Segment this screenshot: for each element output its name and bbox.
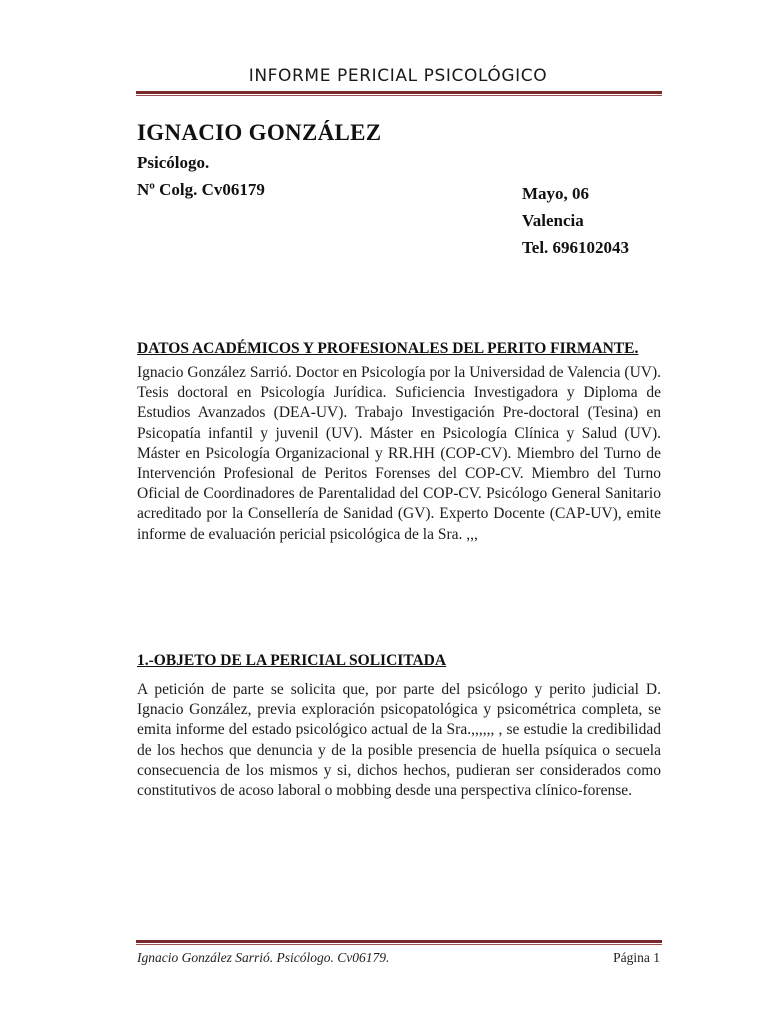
header-divider-thin-line [136,95,662,96]
footer-divider-thin-line [136,944,662,945]
author-license-number: Nº Colg. Cv06179 [137,180,265,199]
section-body-academic-data: Ignacio González Sarrió. Doctor en Psicología por la Universidad de Valencia (UV). Tesis doctoral en Psicología Jurídica. Suficiencia Investigadora y Diploma de Estudios Avanzados (DEA-UV). Trabajo Investigación Pre-doctoral (Tesina) en Psicopatía infantil y juvenil (UV). Máster en Psicología Clínica y Salud (UV). Máster en Psicología Organizacional y RR.HH (COP-CV). Miembro del Turno de Intervención Profesional de Peritos Forenses del COP-CV. Miembro del Turno Oficial de Coordinadores de Parentalidad del COP-CV. Psicólogo General Sanitario acreditado por la Consellería de Sanidad (GV). Experto Docente (CAP-UV), emite informe de evaluación pericial psicológica de la Sra. ,,, [137,364,661,543]
footer-divider-thick-line [136,940,662,943]
section-heading-object: 1.-OBJETO DE LA PERICIAL SOLICITADA [137,652,447,669]
contact-block [522,180,629,261]
footer-divider [136,940,662,945]
author-profession: Psicólogo. [137,153,210,172]
contact-city: Valencia [522,211,584,230]
document-header-title: INFORME PERICIAL PSICOLÓGICO [248,66,548,86]
section-heading-academic-data: DATOS ACADÉMICOS Y PROFESIONALES DEL PERITO FIRMANTE. [137,340,639,357]
contact-date: Mayo, 06 [522,184,590,203]
header-divider [136,91,662,96]
header-divider-thick-line [136,91,662,94]
footer-page-number: Página 1 [613,950,660,965]
footer-author-line: Ignacio González Sarrió. Psicólogo. Cv06179. [137,950,390,965]
author-name: IGNACIO GONZÁLEZ [137,120,382,145]
section-body-object: A petición de parte se solicita que, por parte del psicólogo y perito judicial D. Ignacio González, previa exploración psicopatológica y psicométrica completa, se emita informe del estado psicológico actual de la Sra.,,,,,, , se estudie la credibilidad de los hechos que denuncia y de la posible presencia de huella psíquica o secuela consecuencia de los mismos y si, dichos hechos, pudieran ser considerados como constitutivos de acoso laboral o mobbing desde una perspectiva clínico-forense. [137,681,661,800]
contact-phone: Tel. 696102043 [522,238,630,257]
